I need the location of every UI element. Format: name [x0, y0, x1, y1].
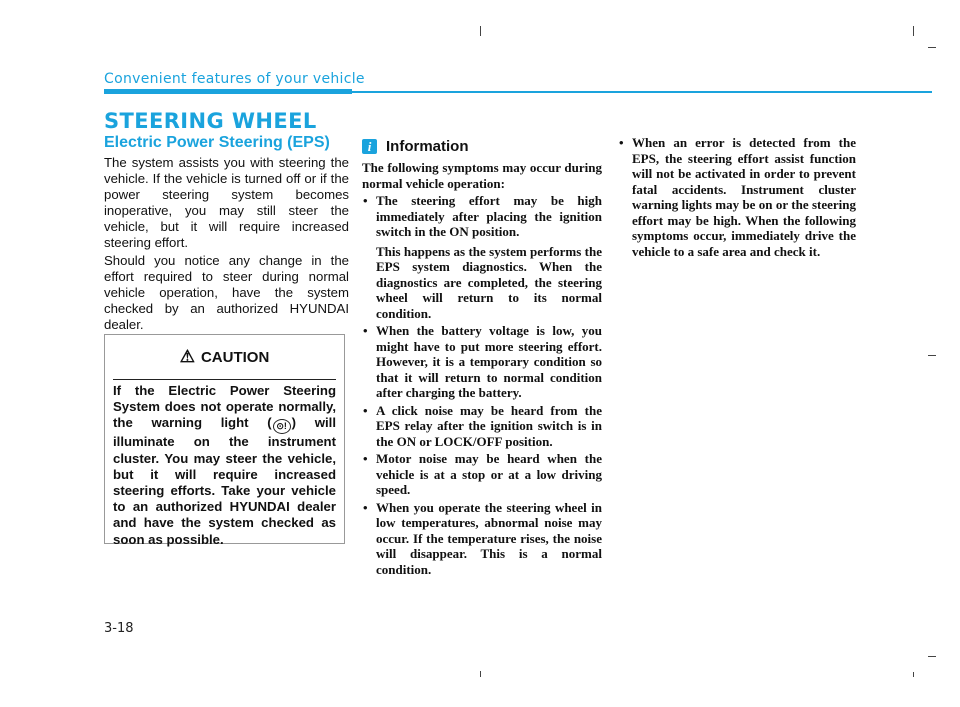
bullet-dot: • — [363, 451, 368, 466]
information-column — [362, 160, 602, 577]
list-item — [362, 323, 602, 401]
list-item-text: A click noise may be heard from the EPS relay after the ignition switch is in the ON or LOCK/OFF position. — [376, 402, 602, 449]
warning-triangle-icon: ⚠ — [179, 347, 195, 366]
caution-text — [113, 383, 336, 548]
crop-mark — [480, 26, 481, 36]
list-item-text: Motor noise may be heard when the vehicle is at a stop or at a low driving speed. — [376, 451, 602, 497]
caution-text-part2: ) will illuminate on the instrument cluster. You may steer the vehicle, but it will require increased steering efforts. Take your vehicle to an authorized HYUNDAI dealer and have the system checked as soon as possible. — [113, 415, 336, 547]
list-item-text: The steering effort may be high immediately after placing the ignition switch in the ON position. — [376, 193, 602, 239]
page-number: 3-18 — [104, 621, 134, 636]
information-icon: i — [362, 139, 377, 154]
header-rule-thin — [352, 91, 932, 93]
steering-warning-light-icon: ⊙! — [273, 419, 291, 434]
bullet-dot: • — [363, 323, 368, 338]
caution-header — [105, 335, 344, 379]
list-item-text: When the battery voltage is low, you might have to put more steering effort. However, it is a temporary condition so that it will return to normal condition after charging the battery. — [376, 323, 602, 400]
caution-divider — [113, 379, 336, 380]
eps-paragraph-1: The system assists you with steering the vehicle. If the vehicle is turned off or if the power steering system becomes inoperative, you may still steer the vehicle, but it will require increased steering effort. — [104, 155, 349, 251]
information-intro: The following symptoms may occur during normal vehicle operation: — [362, 160, 602, 191]
list-item-text: When an error is detected from the EPS, the steering effort assist function will not be activated in order to prevent fatal accidents. Instrument cluster warning lights may be on or the steering effort may be high. When the following symptoms occur, immediately drive the vehicle to a safe area and check it. — [632, 135, 856, 259]
bullet-dot: • — [363, 499, 368, 515]
information-column-continued — [618, 133, 856, 259]
list-item-text: When you operate the steering wheel in low temperatures, abnormal noise may occur. If the temperature rises, the noise will disappear. This is a normal condition. — [376, 499, 602, 577]
crop-mark — [928, 656, 936, 657]
eps-title: Electric Power Steering (EPS) — [104, 134, 330, 151]
bullet-dot: • — [363, 402, 368, 418]
list-item — [362, 451, 602, 498]
list-item — [362, 403, 602, 450]
list-item-continuation: This happens as the system performs the EPS system diagnostics. When the diagnostics are completed, the steering wheel will return to its normal condition. — [376, 243, 602, 321]
bullet-dot: • — [363, 193, 368, 208]
bullet-dot: • — [619, 135, 624, 150]
header-rule-thick — [104, 89, 352, 94]
crop-mark — [928, 47, 936, 48]
crop-mark — [480, 671, 481, 677]
crop-mark — [928, 355, 936, 356]
crop-mark — [913, 672, 914, 677]
caution-text-part1: If the Electric Power Steering System does not operate normally, the warning light ( — [113, 383, 336, 431]
caution-title: CAUTION — [200, 348, 270, 366]
list-item — [362, 500, 602, 578]
information-title: Information — [386, 138, 469, 155]
section-label: Convenient features of your vehicle — [104, 71, 365, 87]
crop-mark — [913, 26, 914, 36]
chapter-title: STEERING WHEEL — [104, 109, 317, 133]
caution-box — [104, 334, 345, 547]
eps-paragraph-2: Should you notice any change in the effort required to steer during normal vehicle operation, have the system checked by an authorized HYUNDAI dealer. — [104, 253, 349, 333]
list-item — [618, 135, 856, 259]
list-item — [362, 193, 602, 240]
